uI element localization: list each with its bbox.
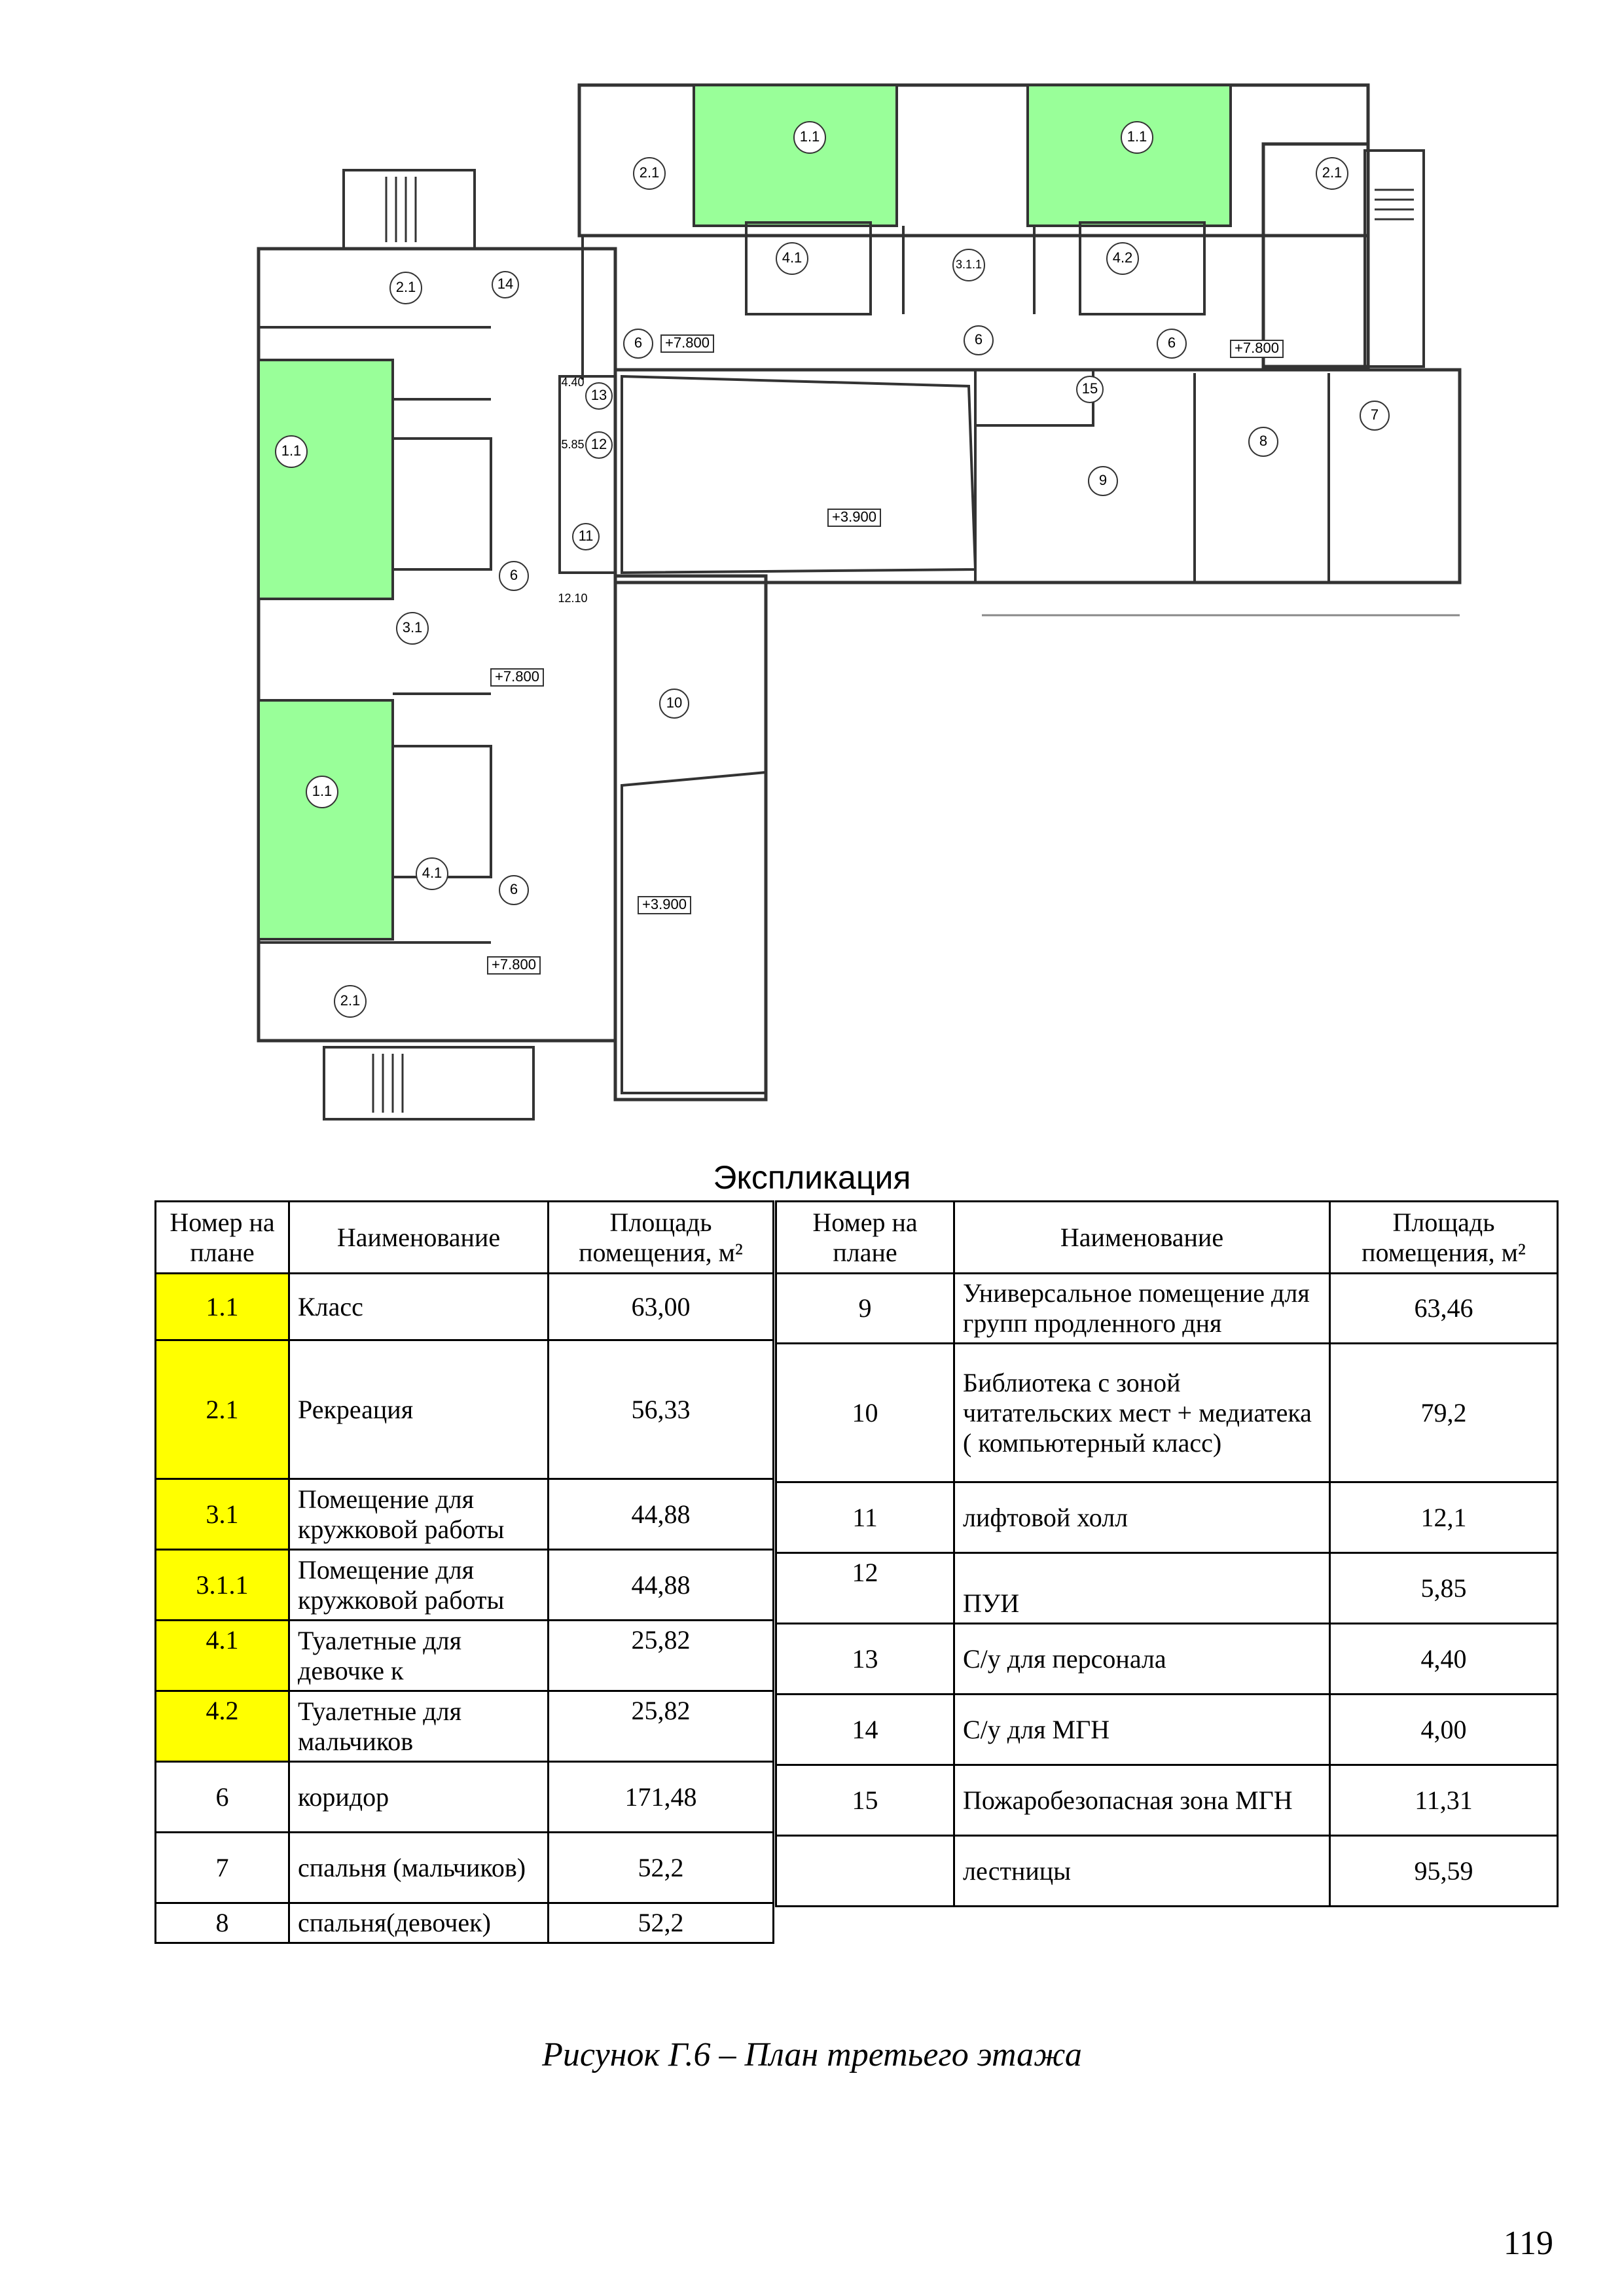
label-1-1-c: 1.1	[281, 442, 302, 459]
cell-area: 12,1	[1330, 1482, 1558, 1553]
cell-name: спальня(девочек)	[289, 1903, 549, 1943]
table-row	[156, 1691, 774, 1762]
label-2-1-b: 2.1	[1322, 164, 1343, 181]
classroom-top-1	[694, 85, 897, 226]
light-well-2	[622, 772, 766, 1093]
level-1: +7.800	[665, 334, 710, 351]
classroom-left-1	[259, 360, 393, 599]
cell-num: 11	[776, 1482, 954, 1553]
header-area: Площадь помещения, м²	[1330, 1202, 1558, 1274]
cell-area: 25,82	[549, 1621, 774, 1691]
cell-name: Класс	[289, 1274, 549, 1340]
level-marks	[488, 335, 1283, 974]
cell-area: 25,82	[549, 1691, 774, 1762]
cell-num: 13	[776, 1624, 954, 1695]
cell-name: Универсальное помещение для групп продленного дня	[954, 1274, 1330, 1344]
level-3: +7.800	[495, 668, 539, 685]
label-13: 13	[590, 386, 607, 403]
area-12-10: 12.10	[558, 591, 588, 605]
cell-num: 7	[156, 1833, 289, 1903]
cell-name: Помещение для кружковой работы	[289, 1550, 549, 1621]
table-row	[776, 1765, 1558, 1836]
table-row	[776, 1344, 1558, 1482]
cell-num: 8	[156, 1903, 289, 1943]
explication-title: Экспликация	[713, 1159, 911, 1196]
header-num: Номер на плане	[776, 1202, 954, 1274]
table-row	[156, 1340, 774, 1479]
cell-num: 2.1	[156, 1340, 289, 1479]
cell-num: 14	[776, 1695, 954, 1765]
explication-table-left	[154, 1200, 774, 1944]
level-mark-labels	[492, 334, 1279, 973]
floor-plan	[249, 72, 1479, 1145]
cell-name: Помещение для кружковой работы	[289, 1479, 549, 1550]
cell-area: 52,2	[549, 1903, 774, 1943]
table-row	[776, 1482, 1558, 1553]
cell-num: 12	[776, 1553, 954, 1624]
cell-area: 44,88	[549, 1550, 774, 1621]
cell-num: 10	[776, 1344, 954, 1482]
table-row	[156, 1762, 774, 1833]
table-row	[776, 1836, 1558, 1907]
table-row	[156, 1903, 774, 1943]
light-well-1	[622, 376, 975, 573]
header-num: Номер на плане	[156, 1202, 289, 1274]
cell-num	[776, 1836, 954, 1907]
cell-name: Пожаробезопасная зона МГН	[954, 1765, 1330, 1836]
level-5: +3.900	[832, 508, 876, 525]
label-6-d: 6	[509, 566, 518, 583]
cell-name: лифтовой холл	[954, 1482, 1330, 1553]
classrooms	[259, 85, 1231, 939]
cell-name: коридор	[289, 1762, 549, 1833]
label-11: 11	[578, 527, 594, 544]
area-5-85: 5.85	[561, 437, 585, 451]
label-2-1-c: 2.1	[395, 278, 416, 295]
label-12: 12	[590, 435, 607, 452]
plan-walls	[259, 85, 1460, 1100]
cell-area: 56,33	[549, 1340, 774, 1479]
explication-table-right	[775, 1200, 1559, 1907]
header-name: Наименование	[954, 1202, 1330, 1274]
label-8: 8	[1259, 432, 1268, 449]
label-6-e: 6	[509, 880, 518, 897]
header-name: Наименование	[289, 1202, 549, 1274]
cell-area: 5,85	[1330, 1553, 1558, 1624]
cell-name: спальня (мальчиков)	[289, 1833, 549, 1903]
table-row	[156, 1274, 774, 1340]
cell-name: Рекреация	[289, 1340, 549, 1479]
cell-num: 6	[156, 1762, 289, 1833]
cell-num: 4.1	[156, 1621, 289, 1691]
cell-name: лестницы	[954, 1836, 1330, 1907]
label-2-1-d: 2.1	[340, 992, 361, 1009]
classroom-left-2	[259, 700, 393, 939]
cell-area: 63,00	[549, 1274, 774, 1340]
label-10: 10	[666, 694, 683, 711]
cell-name: Туалетные для мальчиков	[289, 1691, 549, 1762]
cell-num: 1.1	[156, 1274, 289, 1340]
label-1-1-b: 1.1	[1127, 128, 1147, 145]
cell-name: Библиотека с зоной читательских мест + медиатека ( компьютерный класс)	[954, 1344, 1330, 1482]
label-2-1-a: 2.1	[639, 164, 660, 181]
table-row	[776, 1695, 1558, 1765]
classroom-top-2	[1028, 85, 1231, 226]
cell-name: Туалетные для девочке к	[289, 1621, 549, 1691]
label-3-1: 3.1	[402, 619, 423, 636]
cell-area: 4,40	[1330, 1624, 1558, 1695]
label-6-a: 6	[634, 334, 643, 351]
table-row	[776, 1624, 1558, 1695]
cell-area: 4,00	[1330, 1695, 1558, 1765]
header-area: Площадь помещения, м²	[549, 1202, 774, 1274]
level-2: +7.800	[1235, 339, 1279, 356]
cell-name: С/у для МГН	[954, 1695, 1330, 1765]
table-row	[156, 1479, 774, 1550]
cell-area: 63,46	[1330, 1274, 1558, 1344]
table-row	[156, 1621, 774, 1691]
cell-area: 95,59	[1330, 1836, 1558, 1907]
table-header-row	[156, 1202, 774, 1274]
level-6: +3.900	[642, 895, 687, 912]
label-1-1-d: 1.1	[312, 782, 333, 799]
cell-num: 3.1	[156, 1479, 289, 1550]
label-15: 15	[1081, 380, 1098, 397]
cell-name: С/у для персонала	[954, 1624, 1330, 1695]
page-number: 119	[1503, 2225, 1553, 2262]
label-7: 7	[1370, 406, 1379, 423]
cell-num: 4.2	[156, 1691, 289, 1762]
label-6-b: 6	[974, 331, 983, 348]
label-1-1-a: 1.1	[799, 128, 820, 145]
light-wells	[622, 376, 975, 1093]
cell-area: 52,2	[549, 1833, 774, 1903]
area-4-40: 4.40	[561, 375, 585, 389]
table-row	[776, 1553, 1558, 1624]
label-9: 9	[1098, 471, 1108, 488]
label-4-1-a: 4.1	[782, 249, 803, 266]
table-row	[776, 1274, 1558, 1344]
cell-num: 9	[776, 1274, 954, 1344]
cell-area: 44,88	[549, 1479, 774, 1550]
table-header-row	[776, 1202, 1558, 1274]
label-14: 14	[497, 275, 514, 292]
cell-area: 11,31	[1330, 1765, 1558, 1836]
label-4-2: 4.2	[1112, 249, 1133, 266]
level-4: +7.800	[492, 956, 536, 973]
table-row	[156, 1833, 774, 1903]
label-4-1-b: 4.1	[422, 864, 442, 881]
cell-num: 3.1.1	[156, 1550, 289, 1621]
cell-num: 15	[776, 1765, 954, 1836]
label-3-1-1: 3.1.1	[955, 257, 983, 271]
label-6-c: 6	[1167, 334, 1176, 351]
cell-area: 79,2	[1330, 1344, 1558, 1482]
cell-area: 171,48	[549, 1762, 774, 1833]
cell-name: ПУИ	[954, 1553, 1330, 1624]
table-row	[156, 1550, 774, 1621]
figure-caption: Рисунок Г.6 – План третьего этажа	[542, 2036, 1082, 2073]
